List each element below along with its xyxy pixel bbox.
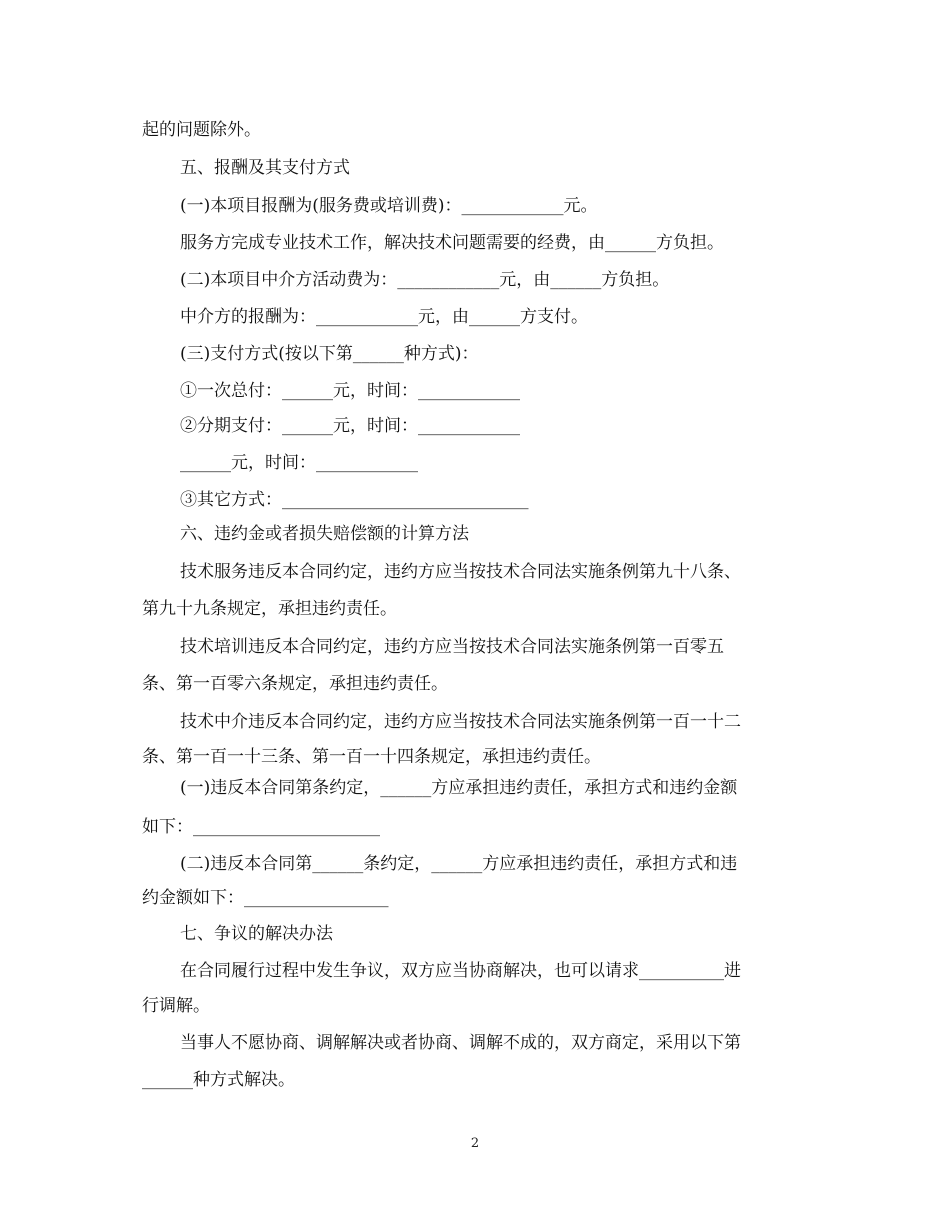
payment-option-3: ③其它方式：_____________________________ bbox=[180, 490, 529, 510]
payment-option-2: ②分期支付：______元，时间：____________ bbox=[180, 416, 520, 436]
payment-option-1: ①一次总付：______元，时间：____________ bbox=[180, 381, 520, 401]
dispute-resolution-line-1: 当事人不愿协商、调解解决或者协商、调解不成的，双方商定，采用以下第 bbox=[180, 1033, 741, 1053]
penalty-service-line-2: 第九十九条规定，承担违约责任。 bbox=[142, 599, 397, 619]
dispute-mediation-line-2: 行调解。 bbox=[142, 996, 210, 1016]
payment-option-2-continued: ______元，时间：____________ bbox=[180, 453, 418, 473]
section-heading-penalty: 六、违约金或者损失赔偿额的计算方法 bbox=[180, 524, 469, 544]
penalty-training-line-2: 条、第一百零六条规定，承担违约责任。 bbox=[142, 674, 448, 694]
page-number: 2 bbox=[470, 1136, 480, 1151]
dispute-resolution-line-2: ______种方式解决。 bbox=[142, 1070, 295, 1090]
paragraph-continuation: 起的问题除外。 bbox=[142, 120, 261, 140]
penalty-agency-line-2: 条、第一百一十三条、第一百一十四条规定，承担违约责任。 bbox=[142, 747, 601, 767]
penalty-agency-line-1: 技术中介违反本合同约定，违约方应当按技术合同法实施条例第一百一十二 bbox=[180, 712, 741, 732]
section-heading-payment: 五、报酬及其支付方式 bbox=[180, 158, 350, 178]
payment-agent-fee: 中介方的报酬为：____________元，由______方支付。 bbox=[180, 307, 588, 327]
section-heading-dispute: 七、争议的解决办法 bbox=[180, 924, 333, 944]
penalty-service-line-1: 技术服务违反本合同约定，违约方应当按技术合同法实施条例第九十八条、 bbox=[180, 562, 741, 582]
penalty-item-2-line-2: 约金额如下：_________________ bbox=[142, 888, 389, 908]
penalty-item-1-line-1: (一)违反本合同第条约定，______方应承担违约责任，承担方式和违约金额 bbox=[180, 778, 738, 798]
penalty-item-2-line-1: (二)违反本合同第______条约定，______方应承担违约责任，承担方式和违 bbox=[180, 854, 738, 874]
payment-item-3: (三)支付方式(按以下第______种方式)： bbox=[180, 344, 479, 364]
payment-item-2: (二)本项目中介方活动费为：____________元，由______方负担。 bbox=[180, 270, 670, 290]
payment-item-1: (一)本项目报酬为(服务费或培训费)：____________元。 bbox=[180, 196, 598, 216]
payment-cost-line: 服务方完成专业技术工作，解决技术问题需要的经费，由______方负担。 bbox=[180, 233, 724, 253]
penalty-training-line-1: 技术培训违反本合同约定，违约方应当按技术合同法实施条例第一百零五 bbox=[180, 637, 724, 657]
dispute-mediation-line-1: 在合同履行过程中发生争议，双方应当协商解决，也可以请求__________进 bbox=[180, 961, 741, 981]
penalty-item-1-line-2: 如下：______________________ bbox=[142, 817, 380, 837]
